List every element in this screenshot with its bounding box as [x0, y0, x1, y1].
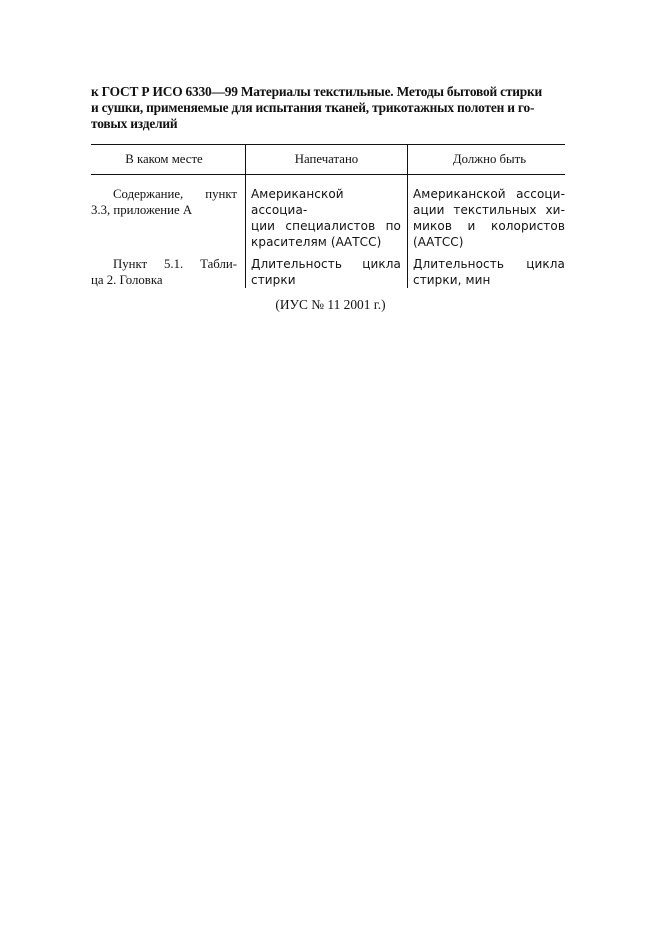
cell-line: ации текстильных хи- — [413, 203, 565, 217]
cell-line: Длительность цикла — [413, 257, 565, 271]
cell-line: (ААТСС) — [413, 235, 464, 249]
cell-line: Американской ассоци- — [413, 187, 565, 201]
cell-where — [91, 175, 245, 250]
title-line: и сушки, применяемые для испытания тканей, трикотажных полотен и го- — [91, 100, 535, 115]
cell-should-be — [407, 175, 565, 250]
header-printed: Напечатано — [245, 145, 407, 174]
table-header-row — [91, 145, 565, 174]
cell-line: миков и колористов — [413, 219, 565, 233]
cell-line: Длительность цикла — [251, 257, 401, 271]
cell-line: красителям (ААТСС) — [251, 235, 382, 249]
cell-line: Американской ассоциа- — [251, 187, 344, 217]
cell-line: ца 2. Головка — [91, 273, 163, 287]
cell-line: Пункт 5.1. Табли- — [113, 257, 237, 271]
table-row — [91, 175, 565, 250]
title-line: к ГОСТ Р ИСО 6330—99 Материалы текстильные. Методы бытовой стирки — [91, 84, 543, 99]
cell-printed — [245, 250, 407, 288]
header-where: В каком месте — [125, 152, 203, 166]
cell-line: 3.3, приложение А — [91, 203, 193, 217]
table-row — [91, 250, 565, 288]
header-should-be: Должно быть — [407, 145, 565, 174]
cell-line: стирки, мин — [413, 273, 491, 287]
cell-printed — [245, 175, 407, 250]
source-reference: (ИУС № 11 2001 г.) — [275, 297, 386, 312]
cell-line: Содержание, пункт — [113, 187, 237, 201]
table-body — [91, 175, 565, 288]
amendment-table — [91, 144, 565, 288]
title-line: товых изделий — [91, 116, 178, 131]
cell-should-be — [407, 250, 565, 288]
cell-line: ции специалистов по — [251, 219, 401, 233]
cell-where — [91, 250, 245, 288]
cell-line: стирки — [251, 273, 296, 287]
amendment-title — [91, 84, 569, 132]
